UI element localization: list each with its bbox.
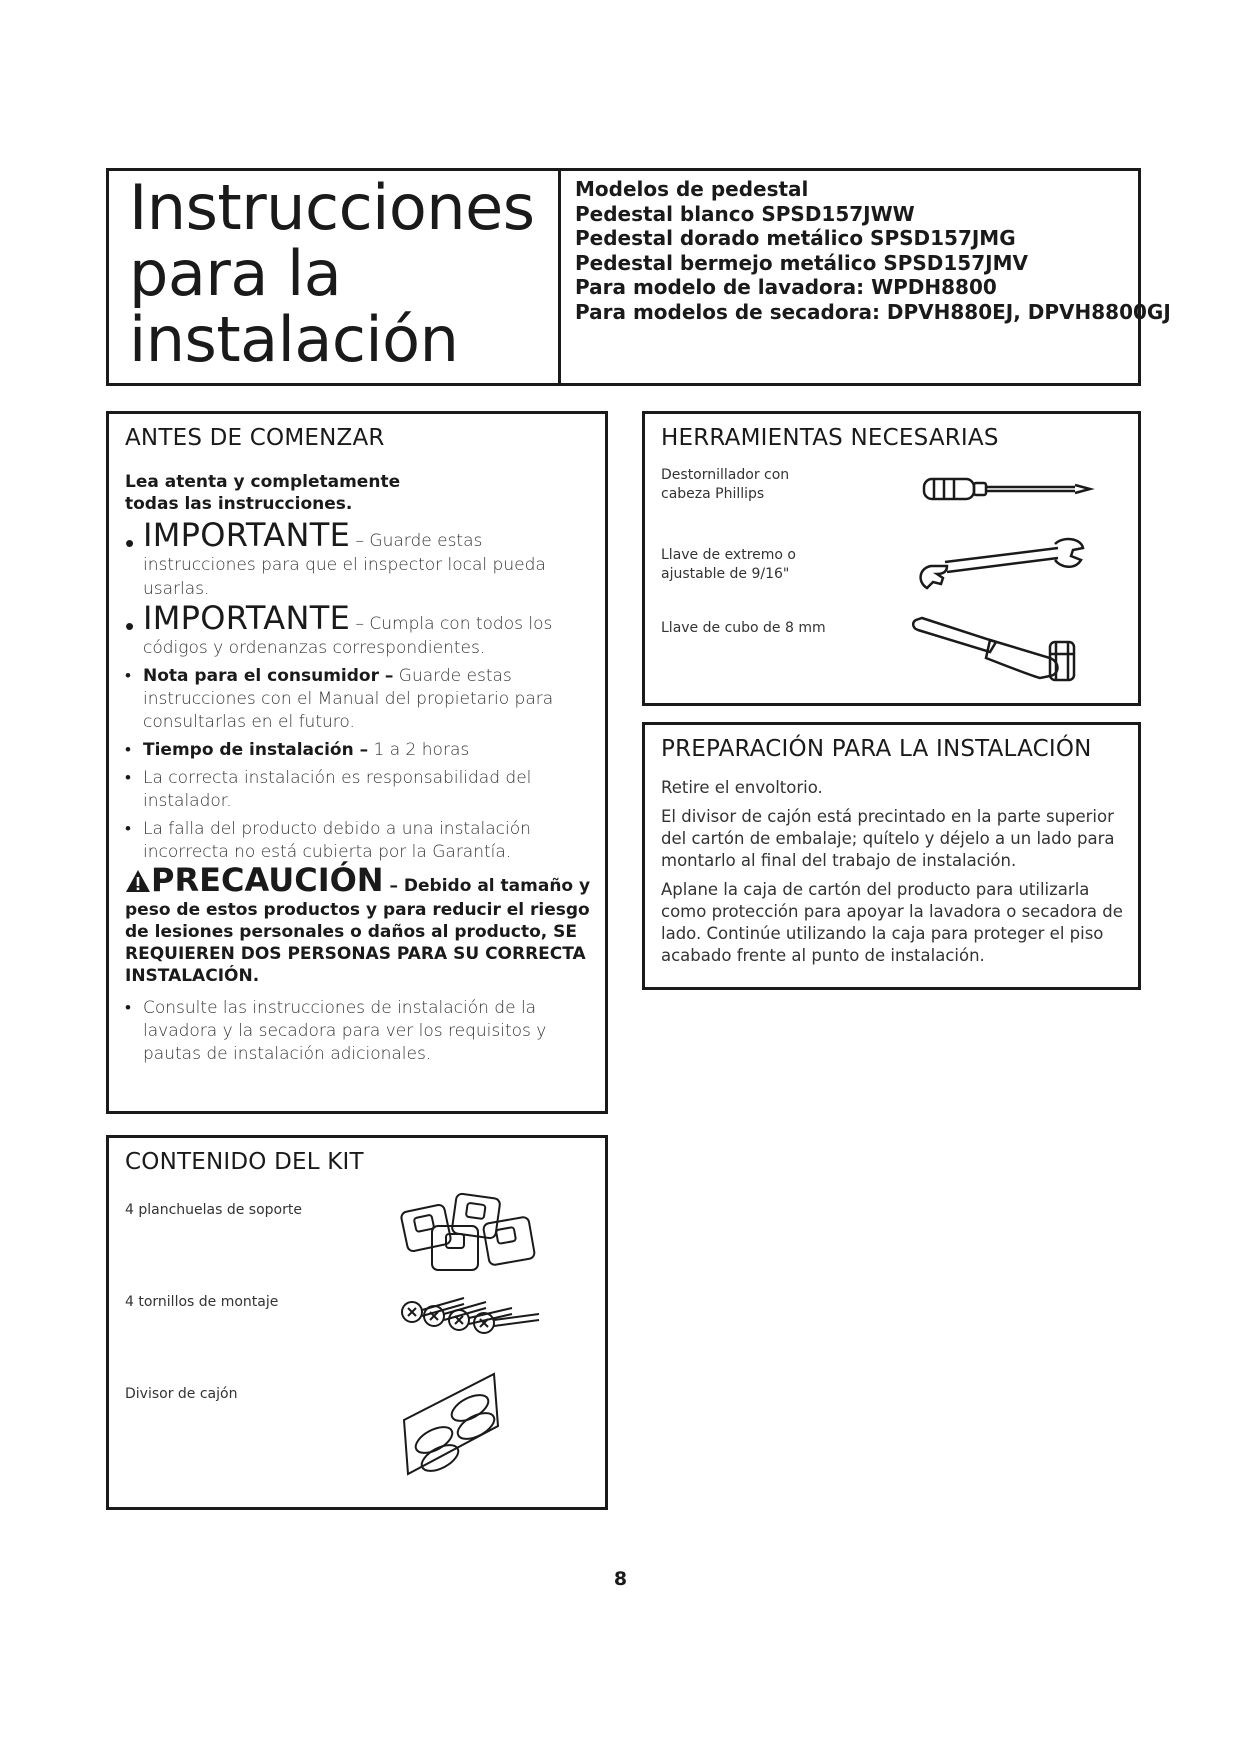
tools-section bbox=[642, 411, 1141, 706]
before-you-begin-section bbox=[106, 411, 608, 1114]
model-line: Pedestal bermejo metálico SPSD157JMV bbox=[575, 250, 1028, 275]
page-number: 8 bbox=[613, 1568, 628, 1590]
model-line: Modelos de pedestal bbox=[575, 177, 809, 201]
tool-label: Llave de extremo o ajustable de 9/16" bbox=[661, 547, 796, 582]
model-line: Pedestal blanco SPSD157JWW bbox=[575, 201, 915, 226]
prep-paragraph: Retire el envoltorio. bbox=[661, 778, 823, 797]
warning-triangle-icon bbox=[125, 869, 151, 899]
preparation-section bbox=[642, 722, 1141, 990]
page-title: Instrucciones para la instalación bbox=[129, 171, 535, 376]
install-time-note: • Tiempo de instalación – 1 a 2 horas bbox=[125, 739, 595, 762]
important-note-2: • IMPORTANTE – Cumpla con todos los códigos y ordenanzas correspondientes. bbox=[125, 606, 595, 660]
tool-label: Destornillador con cabeza Phillips bbox=[661, 467, 790, 502]
caution-note: PRECAUCIÓN – Debido al tamaño y peso de estos productos y para reducir el riesgo de lesiones personales o daños al producto, SE REQUIEREN DOS PERSONAS PARA SU CORRECTA INSTALACIÓN. bbox=[125, 861, 591, 986]
kit-item-label: Divisor de cajón bbox=[125, 1386, 238, 1402]
section-heading: HERRAMIENTAS NECESARIAS bbox=[661, 425, 999, 451]
warranty-note: • La falla del producto debido a una instalación incorrecta no está cubierta por la Garantía. bbox=[125, 818, 595, 864]
model-line: Pedestal dorado metálico SPSD157JMG bbox=[575, 226, 1016, 250]
header-divider bbox=[558, 171, 561, 383]
model-list bbox=[575, 177, 1171, 324]
responsibility-note: • La correcta instalación es responsabilidad del instalador. bbox=[125, 767, 595, 813]
socket-wrench-icon bbox=[910, 614, 1090, 693]
prep-paragraph: Aplane la caja de cartón del producto para utilizarla como protección para apoyar la lavadora o secadora de lado. Continúe utilizando la caja para proteger el piso acabado frente al punto de instalación. bbox=[661, 880, 1123, 965]
prep-paragraph: El divisor de cajón está precintado en la parte superior del cartón de embalaje; quítelo y déjelo a un lado para montarlo al final del trabajo de instalación. bbox=[661, 807, 1115, 870]
important-note-1: • IMPORTANTE – Guarde estas instrucciones para que el inspector local pueda usarlas. bbox=[125, 523, 595, 601]
consumer-note: • Nota para el consumidor – Guarde estas instrucciones con el Manual del propietario para consultarlas en el futuro. bbox=[125, 665, 595, 734]
kit-item-label: 4 planchuelas de soporte bbox=[125, 1202, 302, 1218]
model-line: Para modelos de secadora: DPVH880EJ, DPVH8800GJ bbox=[575, 299, 1171, 324]
section-heading: PREPARACIÓN PARA LA INSTALACIÓN bbox=[661, 736, 1092, 762]
section-heading: CONTENIDO DEL KIT bbox=[125, 1149, 364, 1175]
section-heading: ANTES DE COMENZAR bbox=[125, 425, 385, 451]
drawer-divider-icon bbox=[394, 1370, 514, 1484]
consult-note: • Consulte las instrucciones de instalación de la lavadora y la secadora para ver los requisitos y pautas de instalación adicionales. bbox=[125, 997, 595, 1066]
tool-label: Llave de cubo de 8 mm bbox=[661, 620, 826, 636]
kit-contents-section bbox=[106, 1135, 608, 1510]
brackets-icon bbox=[394, 1188, 544, 1282]
read-instructions-lead: Lea atenta y completamente todas las instrucciones. bbox=[125, 472, 401, 514]
header-box bbox=[106, 168, 1171, 386]
model-line: Para modelo de lavadora: WPDH8800 bbox=[575, 275, 997, 299]
screwdriver-icon bbox=[920, 474, 1095, 508]
screws-icon bbox=[394, 1290, 544, 1344]
wrench-icon bbox=[913, 534, 1088, 598]
kit-item-label: 4 tornillos de montaje bbox=[125, 1294, 279, 1310]
